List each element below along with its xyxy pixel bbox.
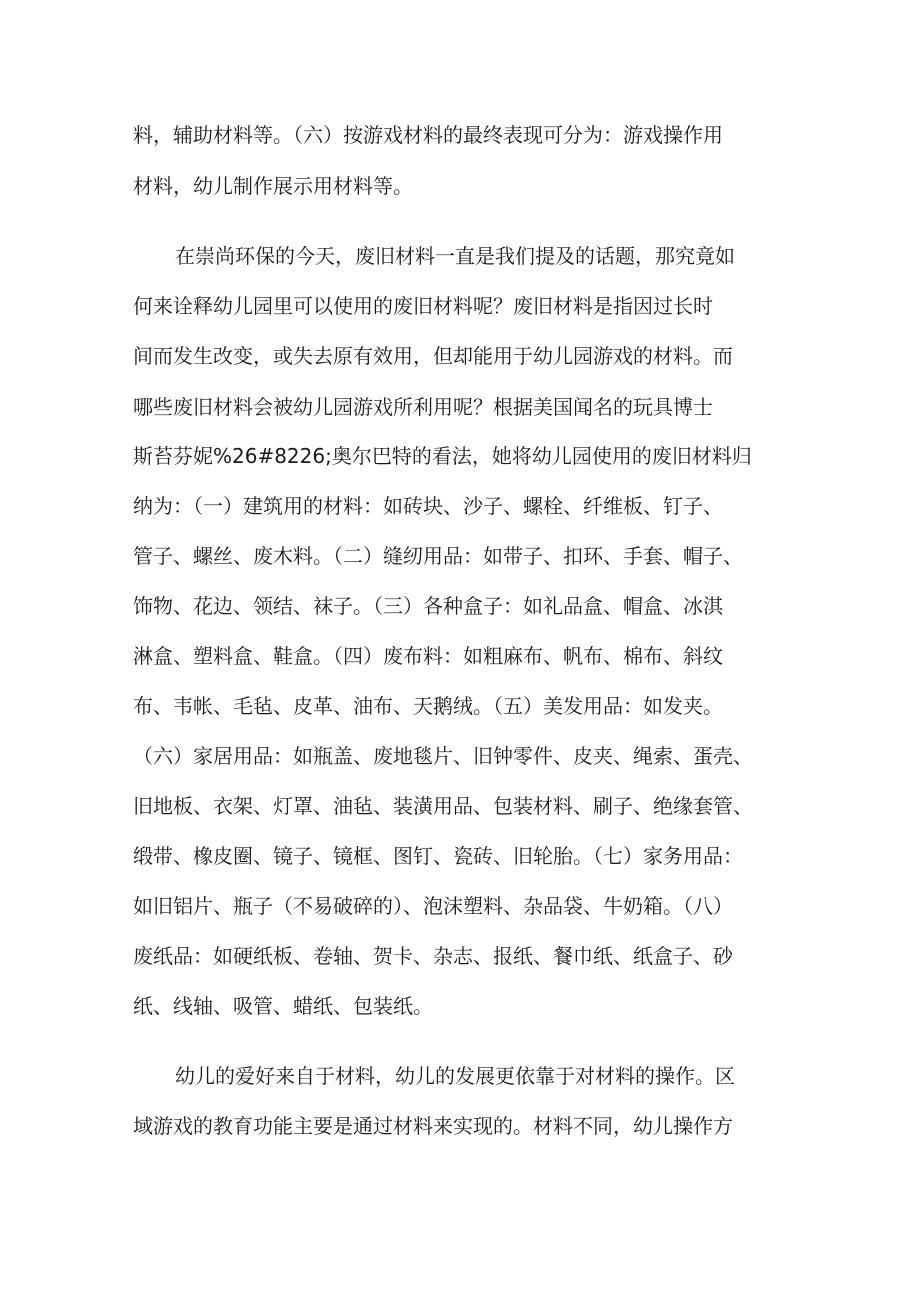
- text-line: 哪些废旧材料会被幼儿园游戏所利用呢？根据美国闻名的玩具博士: [133, 395, 713, 419]
- text-line: 缎带、橡皮圈、镜子、镜框、图钉、瓷砖、旧轮胎。（七）家务用品：: [133, 844, 743, 868]
- text-line: 布、韦帐、毛毡、皮革、油布、天鹅绒。（五）美发用品：如发夹。: [133, 694, 723, 718]
- text-line: 间而发生改变，或失去原有效用，但却能用于幼儿园游戏的材料。而: [133, 344, 733, 368]
- text-line: 淋盒、塑料盒、鞋盒。（四）废布料：如粗麻布、帆布、棉布、斜纹: [133, 644, 723, 668]
- text-line: 纳为：（一）建筑用的材料：如砖块、沙子、螺栓、纤维板、钉子、: [133, 494, 723, 518]
- text-line: 旧地板、衣架、灯罩、油毡、装潢用品、包装材料、刷子、绝缘套管、: [133, 794, 753, 818]
- text-line: （六）家居用品：如瓶盖、废地毯片、旧钟零件、皮夹、绳索、蛋壳、: [133, 744, 753, 768]
- text-line: 何来诠释幼儿园里可以使用的废旧材料呢？废旧材料是指因过长时: [133, 294, 713, 318]
- text-line: 废纸品：如硬纸板、卷轴、贺卡、杂志、报纸、餐巾纸、纸盒子、砂: [133, 944, 733, 968]
- text-line: 域游戏的教育功能主要是通过材料来实现的。材料不同，幼儿操作方: [133, 1114, 733, 1138]
- text-line: 纸、线轴、吸管、蜡纸、包装纸。: [133, 994, 433, 1018]
- text-line: 斯苔芬妮%26#8226;奥尔巴特的看法，她将幼儿园使用的废旧材料归: [133, 444, 752, 468]
- paragraph-first-line: 幼儿的爱好来自于材料，幼儿的发展更依靠于对材料的操作。区: [175, 1064, 735, 1088]
- text-line: 料，辅助材料等。（六）按游戏材料的最终表现可分为：游戏操作用: [133, 123, 723, 147]
- text-line: 管子、螺丝、废木料。（二）缝纫用品：如带子、扣环、手套、帽子、: [133, 544, 743, 568]
- text-line: 如旧铝片、瓶子（不易破碎的）、泡沫塑料、杂品袋、牛奶箱。（八）: [133, 894, 733, 918]
- paragraph-first-line: 在崇尚环保的今天，废旧材料一直是我们提及的话题，那究竟如: [175, 244, 735, 268]
- text-line: 饰物、花边、领结、袜子。（三）各种盒子：如礼品盒、帽盒、冰淇: [133, 594, 723, 618]
- text-line: 材料，幼儿制作展示用材料等。: [133, 174, 413, 198]
